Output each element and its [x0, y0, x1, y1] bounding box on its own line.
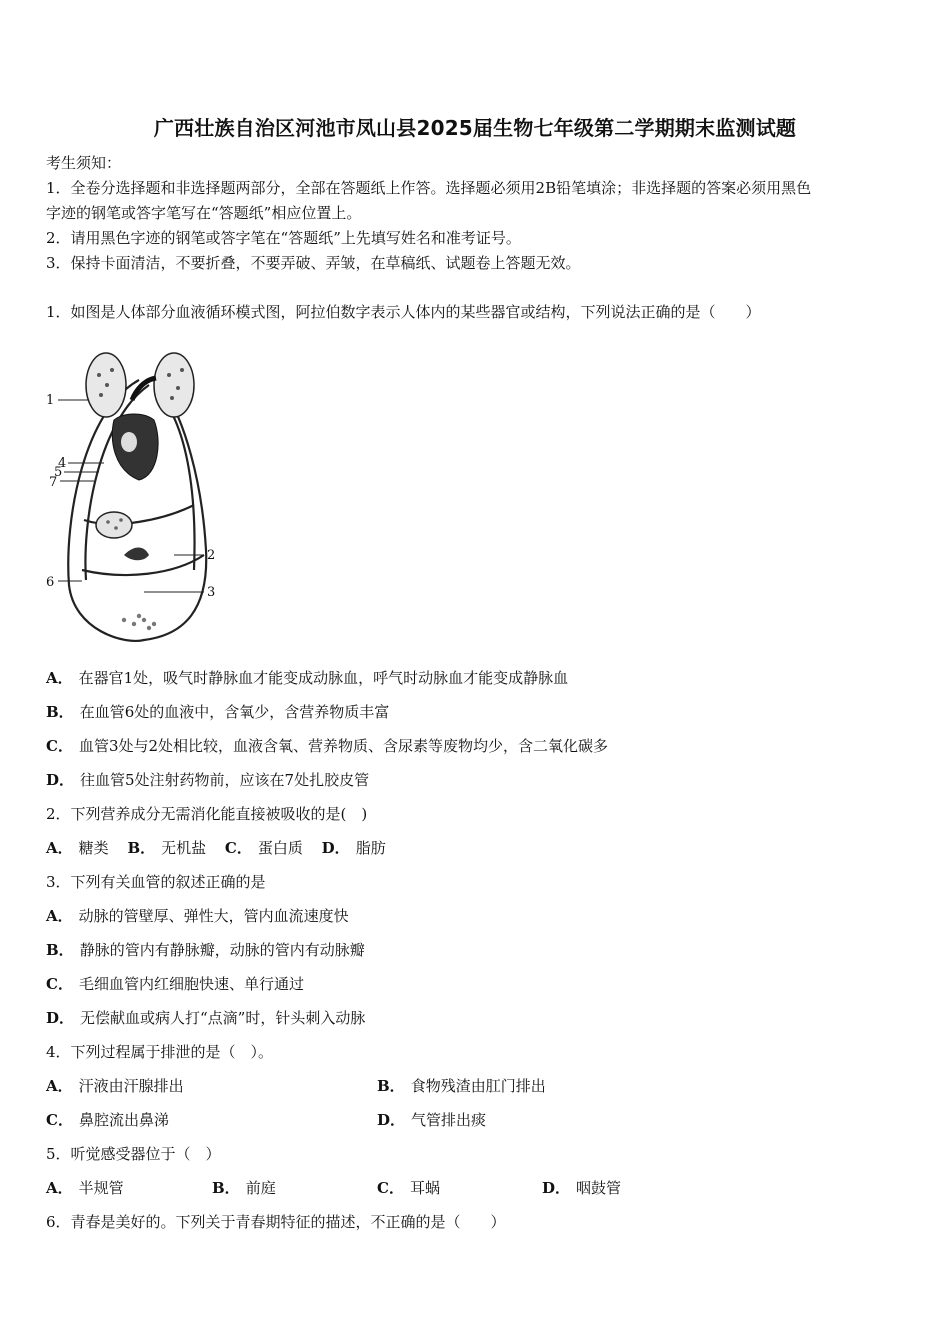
q5-option-c[interactable]: C． 耳蜗 [377, 1179, 440, 1197]
notice-line-1a: 1．全卷分选择题和非选择题两部分，全部在答题纸上作答。选择题必须用2B铅笔填涂；非选择题的答案必须用黑色 [46, 179, 812, 197]
q2-option-c[interactable]: C． 蛋白质 [224, 839, 303, 857]
q4-option-b[interactable]: B． 食物残渣由肛门排出 [377, 1077, 546, 1095]
q1-option-a[interactable]: A． 在器官1处，吸气时静脉血才能变成动脉血，呼气时动脉血才能变成静脉血 [46, 669, 569, 687]
circulation-diagram [44, 340, 224, 650]
q3-option-d[interactable]: D． 无偿献血或病人打“点滴”时，针头刺入动脉 [46, 1009, 366, 1027]
q4-stem: 4．下列过程属于排泄的是（ ）。 [46, 1043, 274, 1061]
q2-option-a[interactable]: A． 糖类 [46, 839, 109, 857]
label-4: 4 [58, 456, 67, 471]
notice-line-2: 2．请用黑色字迹的钢笔或答字笔在“答题纸”上先填写姓名和准考证号。 [46, 229, 521, 247]
q2-stem: 2．下列营养成分无需消化能直接被吸收的是( ) [46, 805, 368, 823]
q5-stem: 5．听觉感受器位于（ ） [46, 1145, 221, 1163]
label-1: 1 [46, 393, 55, 408]
q5-option-d[interactable]: D． 咽鼓管 [542, 1179, 622, 1197]
label-2: 2 [207, 548, 216, 563]
notice-line-3: 3．保持卡面清洁，不要折叠，不要弄破、弄皱，在草稿纸、试题卷上答题无效。 [46, 254, 581, 272]
label-6: 6 [46, 575, 55, 590]
q3-stem: 3．下列有关血管的叙述正确的是 [46, 873, 266, 891]
q2-options [46, 838, 400, 858]
q4-option-a[interactable]: A． 汗液由汗腺排出 [46, 1077, 184, 1095]
page-title: 广西壮族自治区河池市凤山县2025届生物七年级第二学期期末监测试题 [153, 116, 797, 140]
q3-option-b[interactable]: B． 静脉的管内有静脉瓣，动脉的管内有动脉瓣 [46, 941, 365, 959]
q5-option-a[interactable]: A． 半规管 [46, 1179, 124, 1197]
notice-line-1b: 字迹的钢笔或答字笔写在“答题纸”相应位置上。 [46, 204, 362, 222]
q5-option-b[interactable]: B． 前庭 [212, 1179, 276, 1197]
label-5: 5 [54, 465, 63, 480]
q1-option-c[interactable]: C． 血管3处与2处相比较，血液含氧、营养物质、含尿素等废物均少，含二氧化碳多 [46, 737, 609, 755]
q4-option-d[interactable]: D． 气管排出痰 [377, 1111, 487, 1129]
q1-option-d[interactable]: D． 往血管5处注射药物前，应该在7处扎胶皮管 [46, 771, 370, 789]
q1-option-b[interactable]: B． 在血管6处的血液中，含氧少，含营养物质丰富 [46, 703, 390, 721]
label-7: 7 [49, 475, 58, 490]
q3-option-a[interactable]: A． 动脉的管壁厚、弹性大，管内血流速度快 [46, 907, 349, 925]
q2-option-b[interactable]: B． 无机盐 [127, 839, 207, 857]
q4-option-c[interactable]: C． 鼻腔流出鼻涕 [46, 1111, 169, 1129]
notice-heading: 考生须知： [46, 154, 122, 172]
q2-option-d[interactable]: D． 脂肪 [321, 839, 386, 857]
q3-option-c[interactable]: C． 毛细血管内红细胞快速、单行通过 [46, 975, 304, 993]
label-3: 3 [207, 585, 216, 600]
q1-stem: 1．如图是人体部分血液循环模式图，阿拉伯数字表示人体内的某些器官或结构，下列说法正确的是（ ） [46, 303, 761, 321]
q6-stem: 6．青春是美好的。下列关于青春期特征的描述，不正确的是（ ） [46, 1213, 506, 1231]
